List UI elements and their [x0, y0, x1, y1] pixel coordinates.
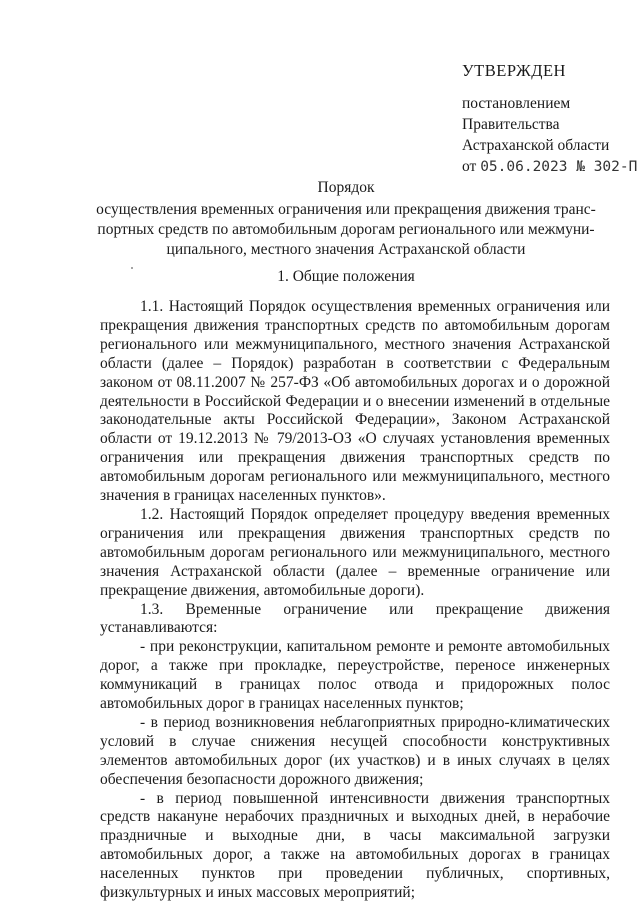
- date-stamp: 05.06.2023 № 302-П: [480, 159, 638, 175]
- approval-line: Правительства: [462, 116, 560, 133]
- paragraph: 1.3. Временные ограничение или прекращение движения устанавливаются:: [100, 600, 610, 637]
- approval-heading: УТВЕРЖДЕН: [462, 61, 566, 80]
- approval-line: Астраханской области: [462, 137, 610, 154]
- list-item: - при реконструкции, капитальном ремонте и ремонте автомобильных дорог, а также при прокладке, переустройстве, переносе инженерных коммуникаций в границах полос отвода и придорожных полос автомобильных дорог в границах населенных пунктов;: [100, 638, 610, 713]
- title-line: осуществления временных ограничения или прекращения движения транс-: [96, 201, 596, 218]
- document-body: [100, 298, 610, 903]
- list-item: - в период повышенной интенсивности движения транспортных средств накануне нерабочих праздничных и выходных дней, в нерабочие праздничные и выходные дни, в часы максимальной загрузки автомобильных дорог, а также на автомобильных дорогах в границах населенных пунктов при проведении публичных, спортивных, физкультурных и иных массовых мероприятий;: [100, 789, 610, 902]
- title-word: Порядок: [317, 179, 375, 196]
- title-line: портных средств по автомобильным дорогам регионального или межмуни-: [97, 221, 595, 238]
- title-line: ципального, местного значения Астраханской области: [166, 241, 526, 258]
- paragraph: 1.2. Настоящий Порядок определяет процедуру введения временных ограничения или прекращения движения транспортных средств по автомобильным дорогам регионального или межмуниципального, местного значения Астраханской области (далее – временные ограничение или прекращение движения, автомобильные дороги).: [100, 505, 610, 599]
- approval-date-line: [462, 156, 637, 178]
- section-heading: 1. Общие положения: [277, 268, 415, 285]
- approval-block: [462, 60, 637, 178]
- paragraph: 1.1. Настоящий Порядок осуществления временных ограничения или прекращения движения транспортных средств по автомобильным дорогам регионального или межмуниципального, местного значения Астраханской области (далее – Порядок) разработан в соответствии с Федеральным законом от 08.11.2007 № 257-ФЗ «Об автомобильных дорогах и о дорожной деятельности в Российской Федерации и о внесении изменений в отдельные законодательные акты Российской Федерации», Законом Астраханской области от 19.12.2013 № 79/2013-ОЗ «О случаях установления временных ограничения или прекращения движения транспортных средств по автомобильным дорогам регионального или межмуниципального, местного значения в границах населенных пунктов».: [100, 298, 610, 505]
- approval-line: постановлением: [462, 95, 571, 112]
- list-item: - в период возникновения неблагоприятных природно-климатических условий в случае снижения несущей способности конструктивных элементов автомобильных дорог (их участков) и в иных случаях в целях обеспечения безопасности дорожного движения;: [100, 713, 610, 788]
- date-prefix: от: [462, 158, 477, 175]
- document-title: [96, 178, 596, 260]
